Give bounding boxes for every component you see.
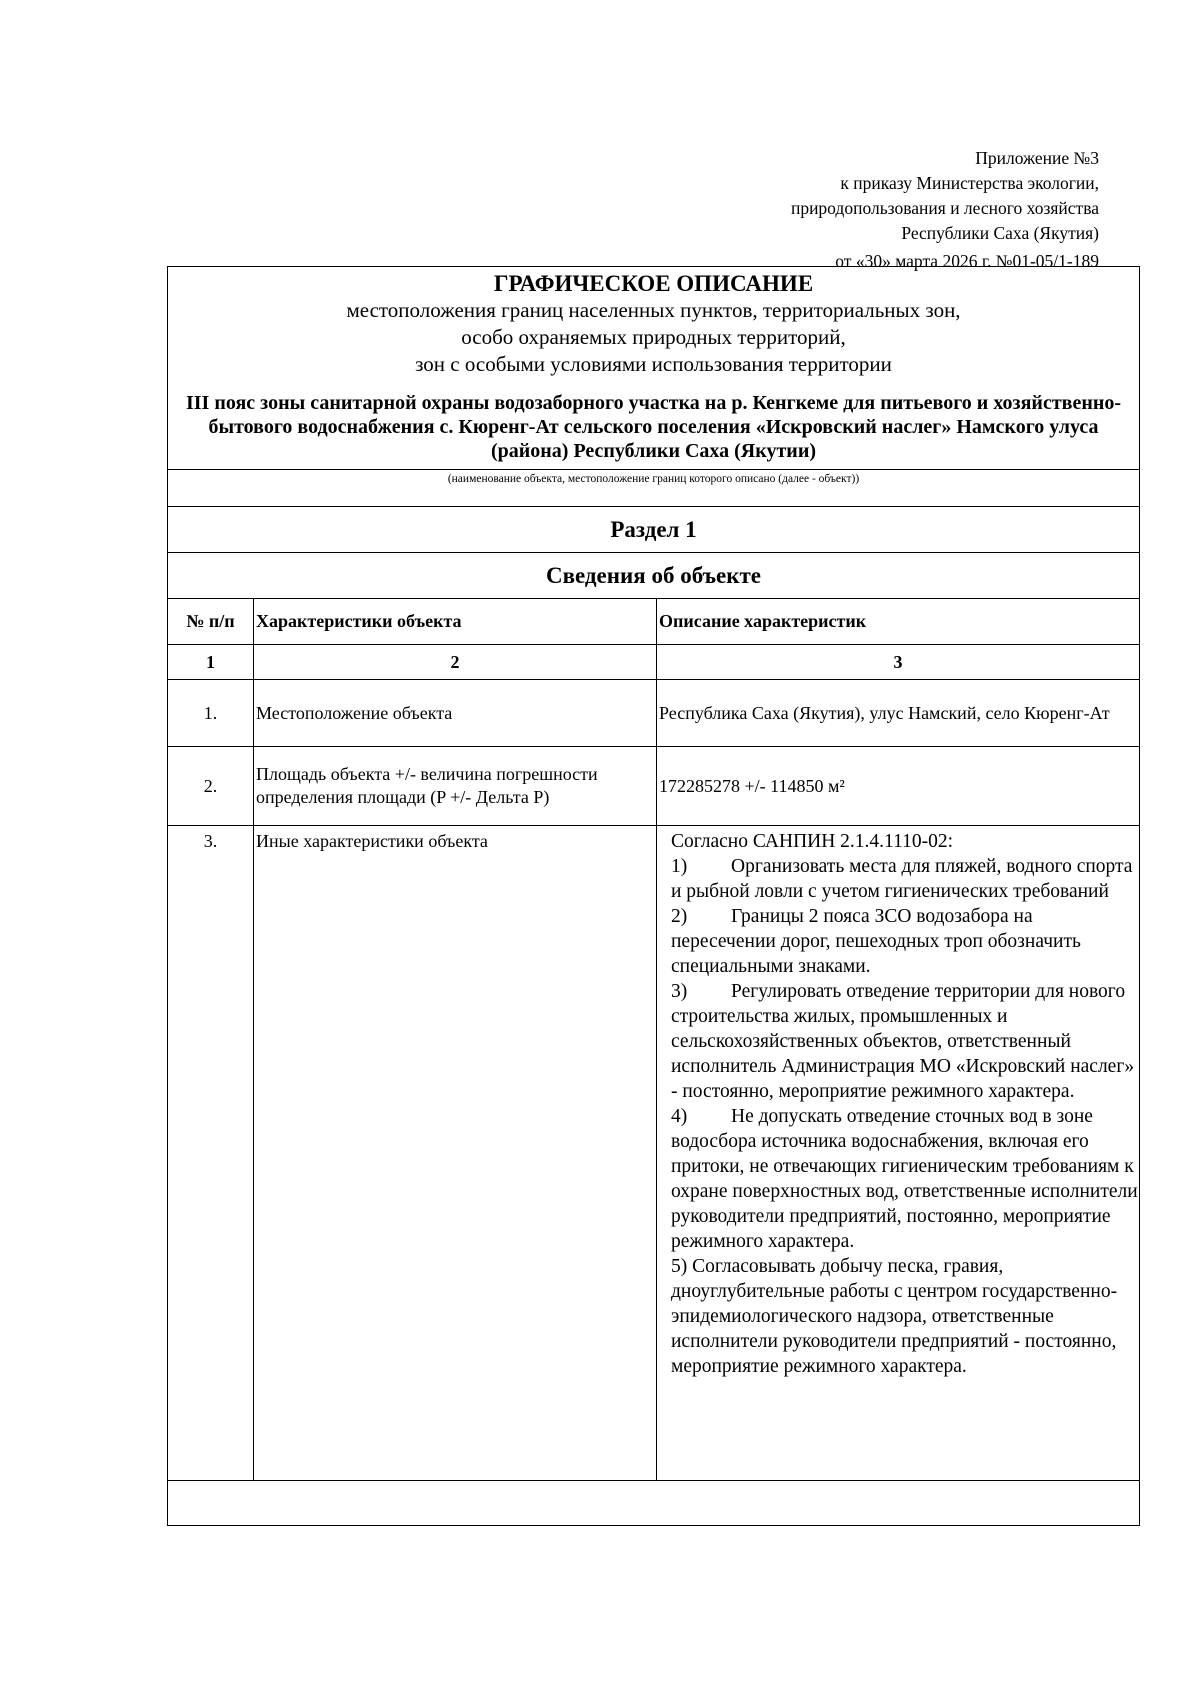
row-characteristic: Иные характеристики объекта bbox=[254, 826, 657, 1481]
document-subtitle: особо охраняемых природных территорий, bbox=[461, 325, 846, 349]
row-number: 2. bbox=[168, 747, 254, 826]
table-row bbox=[168, 747, 1139, 826]
approval-date-line: от «30» марта 2026 г. №01-05/1-189 bbox=[835, 251, 1099, 271]
requirement-text: Организовать места для пляжей, водного спорта и рыбной ловли с учетом гигиенических требований bbox=[671, 856, 1133, 902]
column-number-row bbox=[168, 645, 1139, 680]
requirement-number: 4) bbox=[671, 1106, 688, 1127]
approval-line: Приложение №3 bbox=[975, 148, 1099, 168]
row-number: 3. bbox=[168, 826, 254, 1481]
empty-bottom-row bbox=[168, 1481, 1139, 1525]
row-characteristic: Местоположение объекта bbox=[254, 680, 657, 747]
requirement-number: 3) bbox=[671, 981, 688, 1002]
document-frame bbox=[167, 266, 1140, 1526]
row-number: 1. bbox=[168, 680, 254, 747]
requirements-intro: Согласно САНПИН 2.1.4.1110-02: bbox=[671, 831, 954, 852]
object-name: III пояс зоны санитарной охраны водозаборного участка на р. Кенгкеме для питьевого и хозяйственно-бытового водоснабжения с. Кюренг-Ат сельского поселения «Искровский наслег» Намского улуса (района) Республики Саха (Якутии) bbox=[185, 392, 1122, 462]
requirement-text: Регулировать отведение территории для нового строительства жилых, промышленных и сельскохозяйственных объектов, ответственный исполнитель Администрация МО «Искровский наслег» - постоянно, мероприятие режимного характера. bbox=[671, 981, 1135, 1102]
row-characteristic: Площадь объекта +/- величина погрешности определения площади (P +/- Дельта P) bbox=[254, 747, 657, 826]
requirements-list bbox=[657, 826, 1139, 1379]
table-header-row bbox=[168, 599, 1139, 645]
column-number: 2 bbox=[254, 645, 657, 680]
section-title: Раздел 1 bbox=[168, 507, 1139, 553]
requirement-item: 5) Согласовывать добычу песка, гравия, дноуглубительные работы с центром государственно-эпидемиологического надзора, ответственные исполнители руководители предприятий - постоянно, мероприятие режимного характера. bbox=[671, 1256, 1118, 1377]
column-header: Характеристики объекта bbox=[254, 599, 657, 645]
requirement-text: Границы 2 пояса ЗСО водозабора на пересечении дорог, пешеходных троп обозначить специальными знаками. bbox=[671, 906, 1081, 977]
approval-block bbox=[579, 146, 1099, 274]
row-description: 172285278 +/- 114850 м² bbox=[657, 747, 1140, 826]
requirement-text: Не допускать отведение сточных вод в зоне водосбора источника водоснабжения, включая его притоки, не отвечающих гигиеническим требованиям к охране поверхностных вод, ответственные исполнители руководители предприятий, постоянно, мероприятие режимного характера. bbox=[671, 1106, 1138, 1252]
requirement-number: 1) bbox=[671, 856, 688, 877]
approval-line: к приказу Министерства экологии, bbox=[840, 173, 1099, 193]
requirement-number: 2) bbox=[671, 906, 688, 927]
requirement-item bbox=[671, 904, 1139, 979]
document-header bbox=[168, 267, 1139, 470]
requirement-item bbox=[671, 854, 1139, 904]
requirement-item bbox=[671, 979, 1139, 1104]
document-title: ГРАФИЧЕСКОЕ ОПИСАНИЕ bbox=[493, 271, 814, 296]
section-subtitle: Сведения об объекте bbox=[168, 553, 1139, 599]
column-header: № п/п bbox=[168, 599, 254, 645]
row-description bbox=[657, 826, 1140, 1481]
document-subtitle: зон с особыми условиями использования территории bbox=[415, 352, 892, 376]
object-caption: (наименование объекта, местоположение границ которого описано (далее - объект)) bbox=[168, 470, 1139, 507]
approval-line: Республики Саха (Якутия) bbox=[901, 223, 1099, 243]
column-number: 1 bbox=[168, 645, 254, 680]
approval-line: природопользования и лесного хозяйства bbox=[790, 198, 1099, 218]
row-description: Республика Саха (Якутия), улус Намский, село Кюренг-Ат bbox=[657, 680, 1140, 747]
document-subtitle: местоположения границ населенных пунктов, территориальных зон, bbox=[346, 298, 961, 322]
table-row bbox=[168, 680, 1139, 747]
column-number: 3 bbox=[657, 645, 1140, 680]
column-header: Описание характеристик bbox=[657, 599, 1140, 645]
object-info-table bbox=[168, 599, 1139, 1481]
requirement-item bbox=[671, 1104, 1139, 1254]
table-row bbox=[168, 826, 1139, 1481]
